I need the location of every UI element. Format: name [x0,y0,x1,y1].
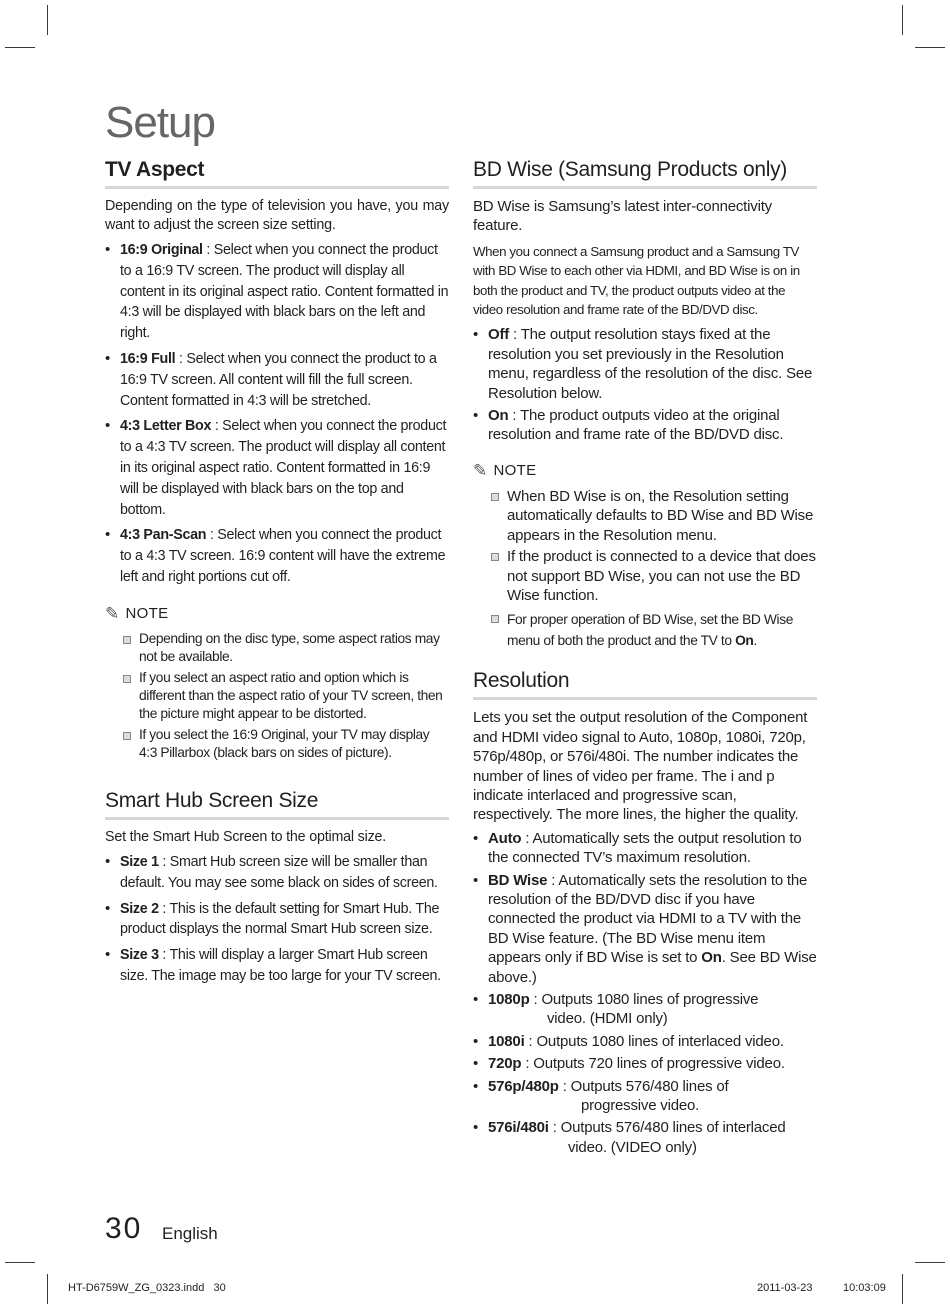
note-item: When BD Wise is on, the Resolution setting automatically defaults to BD Wise and BD Wise appears in the Resolution menu. [489,487,817,545]
option-text: : Select when you connect the product to a 16:9 TV screen. The product will display all content in its original aspect ratio. Content formatted in 4:3 will be displayed with black bars on the left and right. [120,242,449,342]
size-options-list [105,852,449,987]
section-intro: Set the Smart Hub Screen to the optimal size. [105,828,387,845]
option-text: : This is the default setting for Smart Hub. The product displays the normal Smart Hub screen size. [120,900,440,938]
section-heading: BD Wise (Samsung Products only) [473,158,817,189]
option-term: 4:3 Pan-Scan [120,527,207,544]
list-item [105,945,449,987]
note-item: If you select the 16:9 Original, your TV may display 4:3 Pillarbox (black bars on sides of picture). [121,726,449,763]
option-text: : Select when you connect the product to a 4:3 TV screen. 16:9 content will have the extreme left and right portions cut off. [120,527,446,585]
note-heading [473,461,817,481]
note-text: For proper operation of BD Wise, set the BD Wise menu of both the product and the TV to [507,612,793,649]
option-text: : Automatically sets the resolution to the resolution of the BD/DVD disc if you have connected the product via HDMI to a TV with the BD Wise feature. (The BD Wise menu item appears only if BD Wise is set to [488,871,808,967]
list-item [105,240,449,344]
note-item: Depending on the disc type, some aspect ratios may not be available. [121,630,449,667]
list-item [473,871,817,987]
option-text: Outputs 1080 lines of progressive [541,991,759,1008]
option-term: 4:3 Letter Box [120,418,212,435]
section-detail: When you connect a Samsung product and a Samsung TV with BD Wise to each other via HDMI, and BD Wise is on in both the product and TV, the product outputs video at the video resolution and frame rate of the BD/DVD disc. [473,243,800,318]
list-item [473,325,817,403]
crop-mark [915,1262,945,1263]
list-item [105,525,449,587]
crop-mark [902,1274,903,1304]
list-item [473,1077,817,1116]
option-term-inline: On [701,949,722,967]
left-column [105,158,449,992]
list-item [105,899,449,941]
option-term: 576i/480i [488,1119,549,1137]
note-heading [105,604,449,624]
option-term: Size 3 [120,947,159,964]
note-item: If you select an aspect ratio and option which is different than the aspect ratio of your TV screen, then the picture might appear to be distorted. [121,669,449,724]
option-term: BD Wise [488,871,548,889]
tv-aspect-section [105,158,449,763]
option-text: : Select when you connect the product to a 4:3 TV screen. The product will display all content in its original aspect ratio. Content formatted in 16:9 will be displayed with black bars on the top and bottom. [120,418,447,518]
option-text: : This will display a larger Smart Hub screen size. The image may be too large for your TV screen. [120,947,441,985]
option-term: Off [488,326,510,344]
option-term: 1080i [488,1032,525,1050]
note-text: . [753,633,757,649]
option-term: 16:9 Full [120,350,176,367]
language-label: English [162,1224,218,1243]
crop-mark [915,47,945,48]
note-list [105,630,449,763]
note-item [489,609,817,651]
bd-wise-section [473,158,817,651]
print-date: 2011-03-23 [757,1282,813,1294]
option-term: 720p [488,1055,522,1073]
pencil-note-icon: ✎ [473,460,488,480]
option-text: . See BD Wise above.) [488,949,817,986]
option-text: : The output resolution stays fixed at the resolution you set previously in the Resolution menu, regardless of the resolution of the disc. See Resolution below. [488,326,813,402]
section-intro: BD Wise is Samsung’s latest inter-connectivity feature. [473,198,772,235]
resolution-section [473,669,817,1157]
list-item [473,829,817,868]
crop-mark [5,47,35,48]
pencil-note-icon: ✎ [105,603,120,623]
note-term: On [735,633,754,649]
print-time: 10:03:09 [843,1282,886,1294]
list-item [473,990,817,1029]
option-text: Outputs 576/480 lines of interlaced [560,1119,786,1137]
option-text: : Select when you connect the product to a 16:9 TV screen. All content will fill the full screen. Content formatted in 4:3 will be stretched. [120,350,437,409]
option-text: Outputs 720 lines of progressive video. [533,1055,785,1073]
section-intro: Depending on the type of television you have, you may want to adjust the screen size setting. [105,198,449,233]
option-term: On [488,407,509,425]
note-list [473,487,817,651]
list-item [473,406,817,445]
note-label: NOTE [125,605,169,623]
note-label: NOTE [493,462,537,480]
section-heading: TV Aspect [105,158,449,189]
option-text: : Smart Hub screen size will be smaller than default. You may see some black on sides of screen. [120,854,438,891]
option-text: : Automatically sets the output resolution to the connected TV’s maximum resolution. [488,829,802,867]
option-text: Outputs 1080 lines of interlaced video. [536,1032,784,1050]
option-separator: : [548,1119,561,1137]
page-title: Setup [105,98,215,147]
option-text-continued: progressive video. [581,1097,700,1115]
section-heading: Smart Hub Screen Size [105,789,449,820]
option-term: Size 1 [120,854,159,871]
option-separator: : [529,991,542,1008]
section-intro: Lets you set the output resolution of the Component and HDMI video signal to Auto, 1080p, 1080i, 720p, 576p/480p, or 576i/480i. The number indicates the number of lines of video per frame. The i and p indicate interlaced and progressive scan, respectively. The more lines, the higher the quality. [473,709,808,824]
crop-mark [902,5,903,35]
section-heading: Resolution [473,669,817,700]
option-text: Outputs 576/480 lines of [570,1077,729,1095]
option-term: Auto [488,829,522,847]
list-item [105,852,449,894]
list-item [105,349,449,411]
aspect-options-list [105,240,449,588]
crop-mark [5,1262,35,1263]
option-text-continued: video. (HDMI only) [547,1010,668,1028]
option-separator: : [524,1032,537,1050]
note-item: If the product is connected to a device that does not support BD Wise, you can not use the BD Wise function. [489,547,817,605]
option-term: 16:9 Original [120,242,203,258]
option-term: Size 2 [120,900,159,917]
file-slug: HT-D6759W_ZG_0323.indd 30 [68,1282,226,1294]
crop-mark [47,5,48,35]
bd-wise-options-list [473,325,817,444]
crop-mark [47,1274,48,1304]
option-text-continued: video. (VIDEO only) [568,1138,697,1156]
right-column [473,158,817,1160]
list-item [473,1032,817,1051]
option-separator: : [521,1055,534,1073]
option-separator: : [558,1077,571,1095]
list-item [473,1118,817,1157]
page-number: 30 [105,1212,143,1245]
resolution-options-list [473,829,817,1158]
option-text: : The product outputs video at the original resolution and frame rate of the BD/DVD disc. [488,407,784,444]
smart-hub-section [105,789,449,987]
list-item [473,1054,817,1073]
list-item [105,416,449,520]
option-term: 1080p [488,991,530,1008]
option-term: 576p/480p [488,1077,559,1095]
